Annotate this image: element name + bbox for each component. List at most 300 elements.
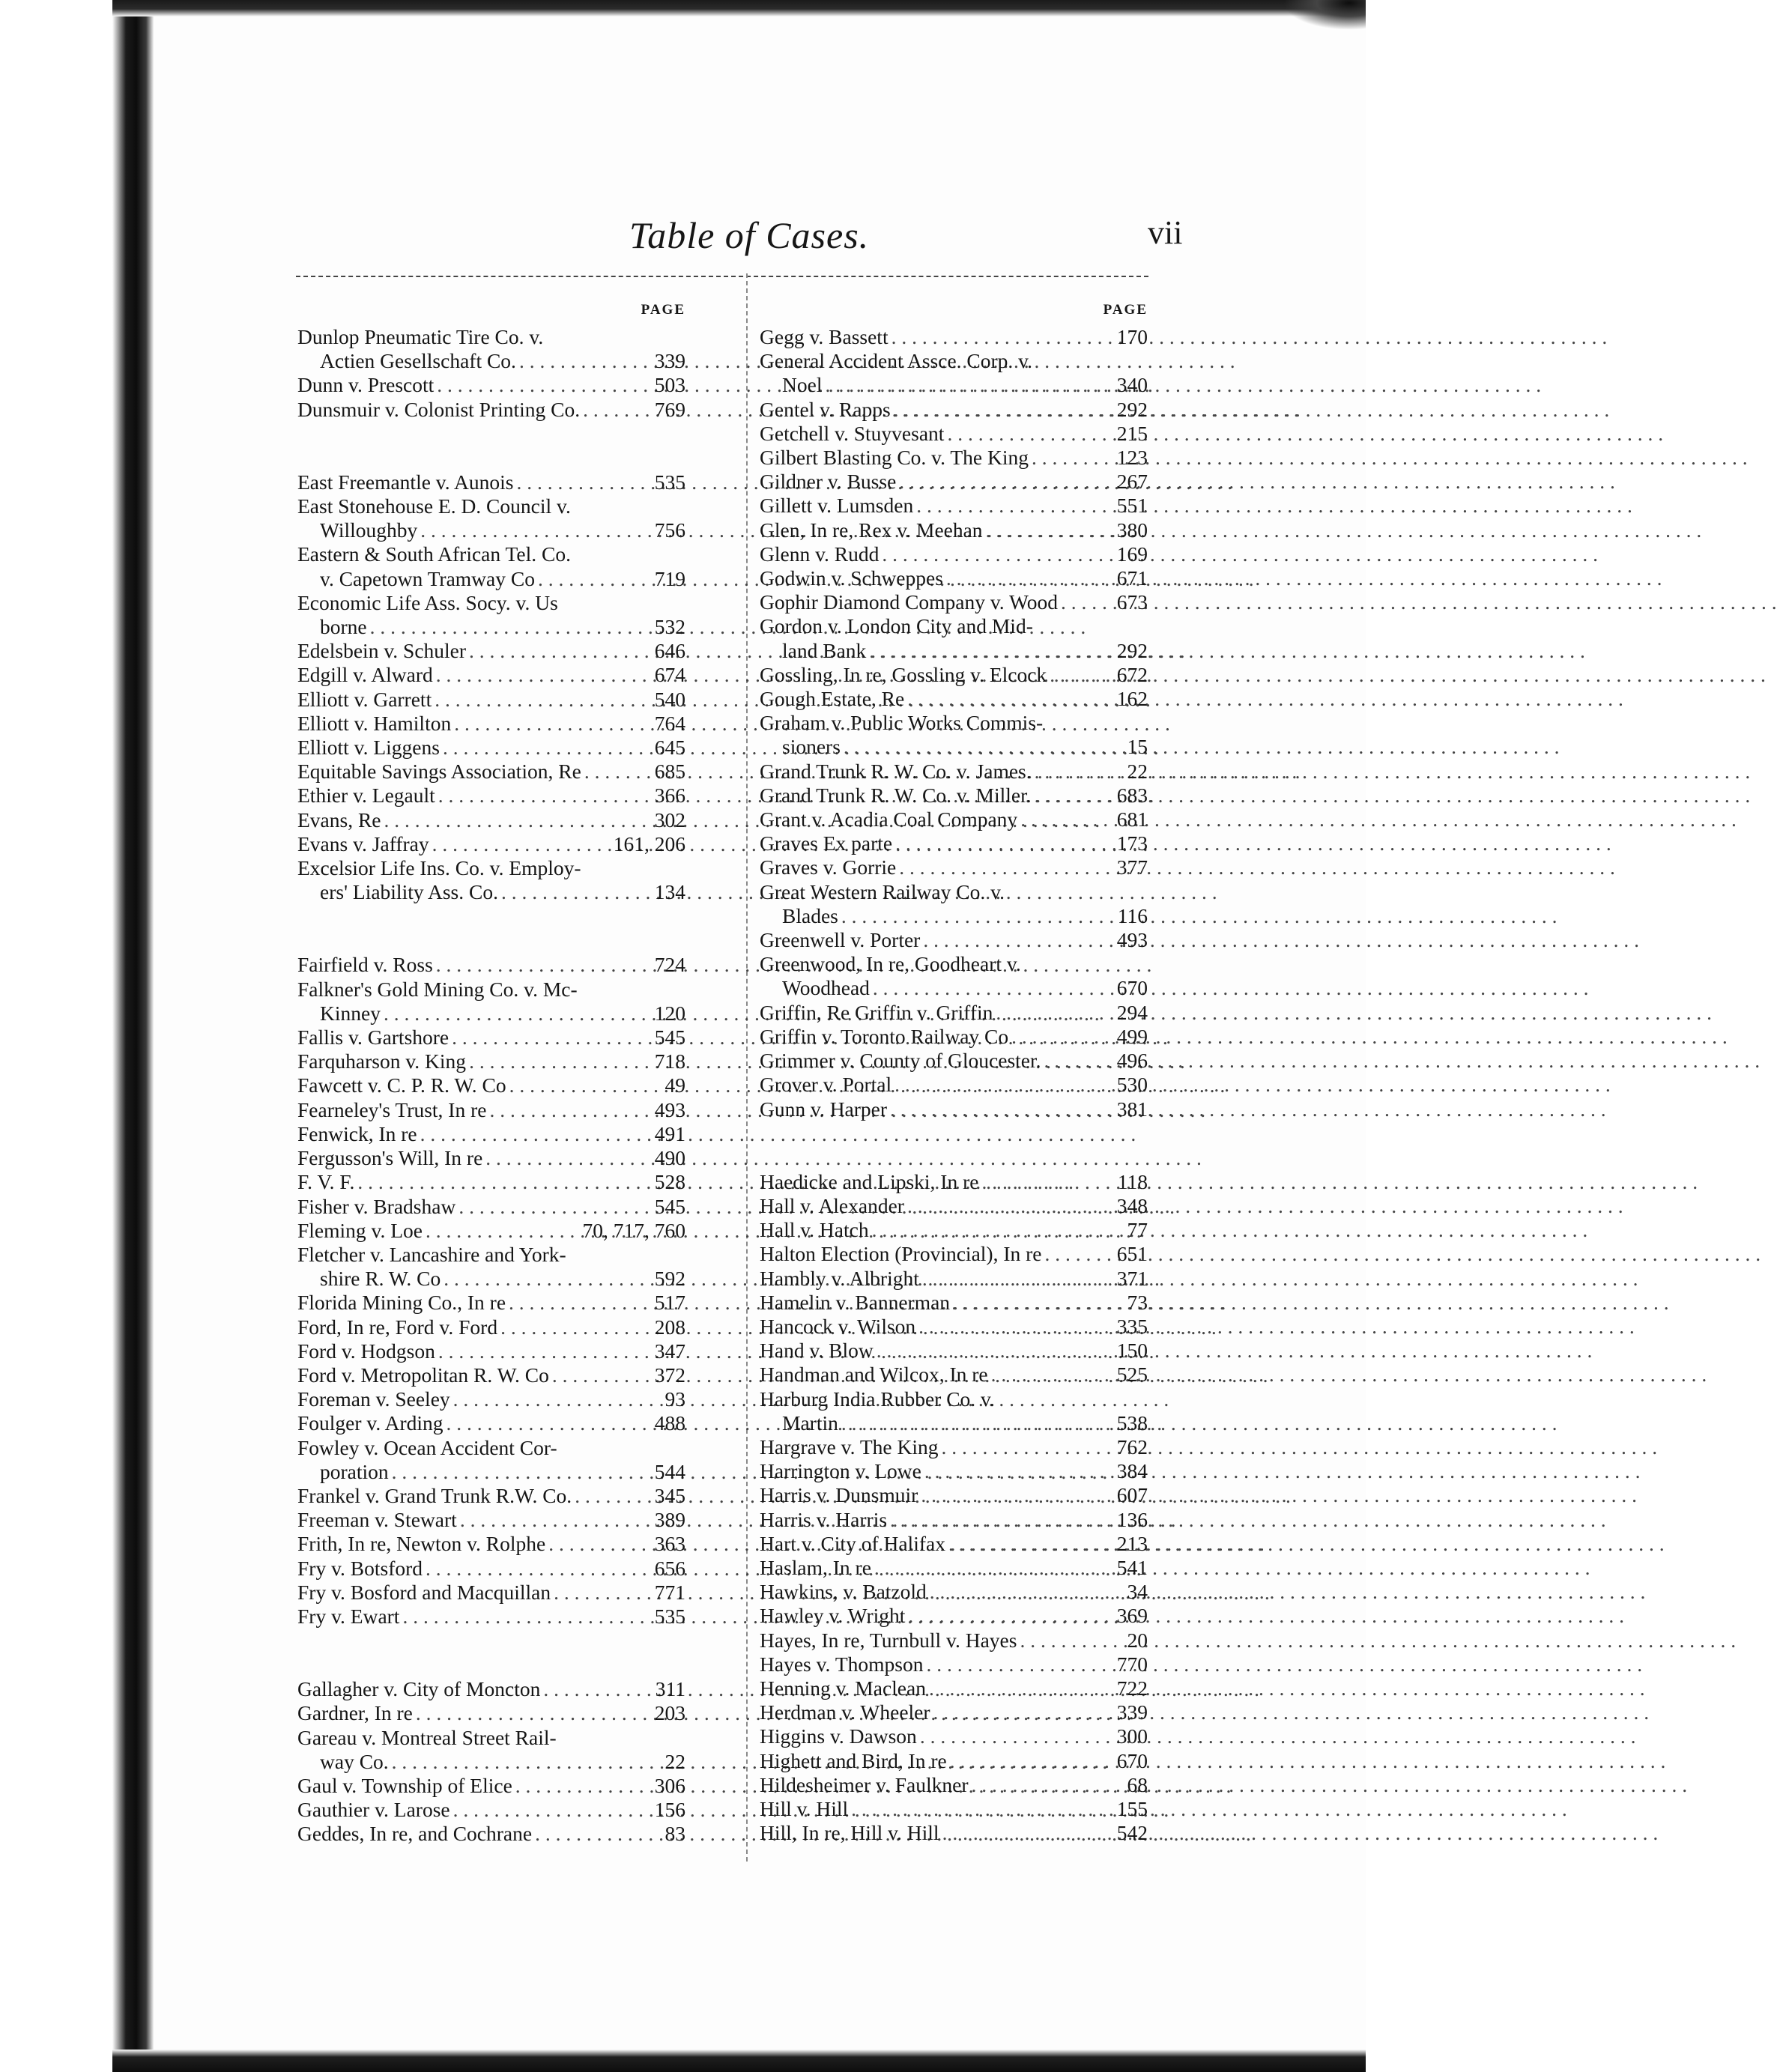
- dot-leader: [920, 1724, 1113, 1748]
- case-name: Ford v. Hodgson: [297, 1339, 435, 1363]
- dot-leader: [426, 1219, 579, 1243]
- dot-leader: [402, 1605, 651, 1629]
- case-name: Fleming v. Loe: [297, 1218, 423, 1242]
- letter-group-gap: [760, 1121, 1148, 1170]
- dot-leader: [986, 518, 1113, 542]
- case-name: Grover v. Portal: [760, 1073, 892, 1097]
- case-name: Gildner v. Busse: [760, 470, 897, 494]
- case-page-number: 345: [654, 1483, 685, 1507]
- case-name: Hall v. Alexander: [760, 1193, 904, 1217]
- dot-leader: [851, 1797, 1113, 1821]
- case-name: Grimmer v. County of Gloucester.: [760, 1049, 1041, 1073]
- case-entry: [760, 784, 1148, 808]
- case-page-number: 645: [654, 736, 685, 760]
- dot-leader: [370, 615, 651, 639]
- case-page-number: 156: [654, 1798, 685, 1822]
- dot-leader: [435, 688, 651, 712]
- dot-leader: [869, 639, 1113, 663]
- case-name: Fenwick, In re: [297, 1121, 417, 1145]
- dot-leader: [841, 904, 1113, 928]
- case-page-number: 93: [665, 1387, 685, 1411]
- case-page-number: 215: [1116, 421, 1148, 445]
- case-page-number: 532: [654, 615, 685, 639]
- case-name: Fallis v. Gartshore: [297, 1026, 449, 1049]
- case-entry: [297, 1195, 685, 1219]
- case-name: Grand Trunk R. W. Co. v. Miller.: [760, 783, 1032, 807]
- case-entry: [297, 494, 685, 542]
- case-name: Gilbert Blasting Co. v. The King: [760, 446, 1029, 470]
- case-name: Fergusson's Will, In re: [297, 1146, 483, 1170]
- dot-leader: [972, 1773, 1114, 1797]
- dot-leader: [453, 1387, 651, 1411]
- header-rule: [296, 276, 1148, 277]
- case-name: Glen, In re, Rex v. Meehan: [760, 518, 983, 542]
- case-page-number: 719: [654, 566, 685, 590]
- case-entry: [297, 542, 685, 590]
- case-page-number: 348: [1116, 1193, 1148, 1217]
- case-name: Fry v. Ewart: [297, 1604, 400, 1628]
- case-entry: [760, 831, 1148, 855]
- case-name: Kinney: [320, 1001, 381, 1025]
- case-entry: [760, 1315, 1148, 1339]
- dot-leader: [420, 518, 651, 542]
- case-name: East Freemantle v. Aunois: [297, 470, 514, 494]
- case-page-number: 389: [654, 1508, 685, 1532]
- case-name: Eastern & South African Tel. Co.: [297, 542, 571, 566]
- case-name: ers' Liability Ass. Co.: [320, 880, 498, 904]
- case-entry: [297, 1798, 685, 1822]
- case-name: Herdman v. Wheeler: [760, 1700, 930, 1724]
- case-name: Highett and Bird, In re: [760, 1748, 947, 1772]
- case-entry: [297, 1701, 685, 1725]
- case-page-number: 22: [1127, 759, 1148, 783]
- case-page-number: 134: [654, 880, 685, 904]
- case-entry: [760, 398, 1148, 422]
- case-name: Dunn v. Prescott: [297, 373, 435, 397]
- dot-leader: [991, 1363, 1113, 1387]
- case-name: Foulger v. Arding: [297, 1411, 444, 1435]
- case-page-number: 542: [1116, 1821, 1148, 1845]
- case-entry: [297, 808, 685, 832]
- case-entry: [297, 1484, 685, 1508]
- dot-leader: [1044, 1049, 1113, 1073]
- case-entry: [297, 663, 685, 687]
- case-page-number: 545: [654, 1026, 685, 1049]
- case-entry: [760, 1242, 1148, 1266]
- case-page-number: 83: [665, 1822, 685, 1846]
- case-name: Falkner's Gold Mining Co. v. Mc-: [297, 977, 578, 1001]
- case-entry: [297, 1315, 685, 1339]
- case-name: Hall v. Hatch: [760, 1218, 869, 1242]
- case-entry: [297, 1726, 685, 1774]
- dot-leader: [392, 1460, 651, 1484]
- dot-leader: [942, 1435, 1113, 1459]
- case-entry: [760, 928, 1148, 952]
- case-name: Gareau v. Montreal Street Rail-: [297, 1725, 557, 1749]
- case-page-number: 15: [1127, 735, 1148, 759]
- case-entry: [760, 1339, 1148, 1363]
- dot-leader: [489, 1098, 651, 1122]
- case-entry: [760, 687, 1148, 711]
- case-page-number: 673: [1116, 590, 1148, 614]
- case-entry: [297, 1146, 685, 1170]
- dot-leader: [872, 1218, 1113, 1242]
- case-page-number: 169: [1116, 542, 1148, 566]
- case-page-number: 493: [1116, 928, 1148, 952]
- case-page-number: 490: [654, 1146, 685, 1170]
- case-page-number: 496: [1116, 1049, 1148, 1073]
- case-entry: [760, 1194, 1148, 1218]
- dot-leader: [458, 1195, 651, 1219]
- case-name: Hamelin v. Bannerman: [760, 1290, 951, 1314]
- case-page-number: 541: [1116, 1555, 1148, 1579]
- case-page-number: 68: [1127, 1772, 1148, 1796]
- case-name: Harrington v. Lowe: [760, 1459, 921, 1483]
- case-name: Harris v. Dunsmuir: [760, 1483, 918, 1507]
- case-entry: [297, 978, 685, 1026]
- case-name: Harris v. Harris: [760, 1507, 888, 1531]
- case-name: Freeman v. Stewart: [297, 1508, 457, 1532]
- case-entry: [297, 1098, 685, 1122]
- case-name: Elliott v. Liggens: [297, 736, 440, 760]
- case-entry: [297, 1243, 685, 1291]
- case-entry: [297, 1677, 685, 1701]
- case-page-number: 535: [654, 1604, 685, 1628]
- dot-leader: [895, 831, 1113, 855]
- dot-leader: [933, 1700, 1113, 1724]
- case-page-number: 670: [1116, 1748, 1148, 1772]
- case-page-number: 491: [654, 1121, 685, 1145]
- dot-leader: [1011, 1025, 1113, 1049]
- dot-leader: [554, 1581, 651, 1605]
- case-entry: [760, 1049, 1148, 1073]
- dot-leader: [432, 832, 611, 856]
- case-entry: [297, 1339, 685, 1363]
- case-name: Fry v. Botsford: [297, 1556, 423, 1580]
- case-name: Hart v. City of Halifax: [760, 1531, 945, 1555]
- page-column-label: PAGE: [641, 302, 685, 318]
- case-page-number: 339: [654, 349, 685, 373]
- dot-leader: [543, 1677, 651, 1701]
- case-entry: [760, 711, 1148, 759]
- case-page-number: 718: [654, 1049, 685, 1073]
- case-name: Hambly v. Albright: [760, 1266, 919, 1290]
- case-entry: [297, 1436, 685, 1484]
- case-entry: [297, 1605, 685, 1629]
- case-page-number: 118: [1117, 1169, 1148, 1193]
- case-page-number: 20: [1127, 1628, 1148, 1652]
- dot-leader: [930, 1580, 1113, 1604]
- case-name: General Accident Assce. Corp. v.: [760, 349, 1033, 373]
- case-page-number: 70, 717, 760: [582, 1218, 685, 1242]
- case-name: Graves Ex parte: [760, 831, 893, 855]
- case-page-number: 544: [654, 1459, 685, 1483]
- case-entry: [760, 1363, 1148, 1387]
- case-page-number: 49: [665, 1073, 685, 1097]
- case-name: Equitable Savings Association, Re: [297, 760, 581, 784]
- dot-leader: [420, 1122, 651, 1146]
- case-page-number: 150: [1116, 1339, 1148, 1363]
- case-page-number: 488: [654, 1411, 685, 1435]
- case-entry: [297, 688, 685, 712]
- case-page-number: 771: [654, 1580, 685, 1604]
- dot-leader: [899, 855, 1113, 879]
- dot-leader: [924, 1459, 1113, 1483]
- case-page-number: 545: [654, 1194, 685, 1218]
- dot-leader: [392, 1750, 651, 1774]
- case-page-number: 292: [1116, 397, 1148, 421]
- case-page-number: 120: [654, 1001, 685, 1025]
- case-name: shire R. W. Co: [320, 1267, 441, 1291]
- case-entry: [760, 1724, 1148, 1748]
- dot-leader: [535, 1822, 651, 1846]
- dot-leader: [384, 1002, 651, 1026]
- case-page-number: 161, 206: [613, 831, 685, 855]
- case-name: sioners: [782, 735, 841, 759]
- case-name: Geddes, In re, and Cochrane: [297, 1822, 533, 1846]
- dot-leader: [500, 1315, 651, 1339]
- case-page-number: 756: [654, 518, 685, 542]
- case-page-number: 369: [1116, 1604, 1148, 1628]
- dot-leader: [426, 1557, 651, 1581]
- case-name: Glenn v. Rudd: [760, 542, 880, 566]
- case-name: Gallagher v. City of Moncton: [297, 1677, 541, 1701]
- dot-leader: [996, 1001, 1113, 1025]
- case-name: Ethier v. Legault: [297, 784, 435, 808]
- case-name: Grant v. Acadia Coal Company: [760, 808, 1018, 831]
- dot-leader: [946, 566, 1113, 590]
- case-page-number: 674: [654, 663, 685, 687]
- case-name: Frith, In re, Newton v. Rolphe: [297, 1532, 546, 1556]
- dot-leader: [452, 1026, 651, 1049]
- case-entry: [297, 832, 685, 856]
- case-page-number: 607: [1116, 1483, 1148, 1507]
- case-entry: [297, 1822, 685, 1846]
- case-page-number: 371: [1116, 1266, 1148, 1290]
- letter-group-gap: [297, 904, 685, 953]
- case-name: Fawcett v. C. P. R. W. Co: [297, 1073, 506, 1097]
- case-entry: [297, 1073, 685, 1097]
- case-page-number: 551: [1116, 494, 1148, 518]
- case-entry: [760, 566, 1148, 590]
- case-name: way Co.: [320, 1749, 389, 1773]
- case-entry: [760, 470, 1148, 494]
- case-page-number: 363: [654, 1532, 685, 1556]
- case-page-number: 73: [1127, 1290, 1148, 1314]
- dot-leader: [907, 687, 1113, 711]
- case-page-number: 540: [654, 687, 685, 711]
- case-name: Gauthier v. Larose: [297, 1798, 450, 1822]
- case-name: Ford, In re, Ford v. Ford: [297, 1315, 498, 1339]
- case-name: Greenwell v. Porter: [760, 928, 921, 952]
- case-page-number: 339: [1116, 1700, 1148, 1724]
- dot-leader: [437, 373, 651, 397]
- dot-leader: [575, 1484, 651, 1508]
- dot-leader: [460, 1508, 651, 1532]
- dot-leader: [891, 325, 1113, 349]
- case-name: Gardner, In re: [297, 1701, 413, 1725]
- case-entry: [297, 1291, 685, 1315]
- case-entry: [760, 1700, 1148, 1724]
- case-page-number: 335: [1116, 1314, 1148, 1338]
- case-page-number: 685: [654, 760, 685, 784]
- case-page-number: 203: [654, 1701, 685, 1725]
- case-name: v. Capetown Tramway Co: [320, 566, 535, 590]
- case-name: East Stonehouse E. D. Council v.: [297, 494, 571, 518]
- case-page-number: 764: [654, 711, 685, 735]
- case-entry: [760, 952, 1148, 1000]
- case-entry: [297, 1411, 685, 1435]
- case-entry: [760, 1604, 1148, 1628]
- case-page-number: 162: [1116, 687, 1148, 711]
- dot-leader: [384, 808, 651, 832]
- dot-leader: [438, 1339, 651, 1363]
- case-name: Hargrave v. The King: [760, 1435, 939, 1458]
- case-entry: [760, 663, 1148, 687]
- dot-leader: [922, 1267, 1113, 1291]
- dot-leader: [501, 880, 651, 904]
- dot-leader: [923, 928, 1113, 952]
- dot-leader: [908, 1604, 1113, 1628]
- case-name: Harburg India Rubber Co. v.: [760, 1387, 995, 1411]
- case-entry: [760, 1508, 1148, 1532]
- case-page-number: 656: [654, 1556, 685, 1580]
- case-entry: [760, 1267, 1148, 1291]
- dot-leader: [516, 470, 651, 494]
- dot-leader: [1061, 590, 1113, 614]
- dot-leader: [1044, 1242, 1113, 1266]
- case-entry: [760, 1097, 1148, 1121]
- dot-leader: [469, 639, 651, 663]
- dot-leader: [548, 1532, 651, 1556]
- case-page-number: 592: [654, 1267, 685, 1291]
- dot-leader: [877, 1339, 1113, 1363]
- case-page-number: 671: [1116, 566, 1148, 590]
- page-title: Table of Cases.: [629, 214, 870, 256]
- case-name: Fowley v. Ocean Accident Cor-: [297, 1435, 557, 1459]
- case-entry: [760, 1170, 1148, 1194]
- case-entry: [297, 373, 685, 397]
- case-page-number: 770: [1116, 1652, 1148, 1676]
- case-name: Actien Gesellschaft Co.: [320, 349, 516, 373]
- case-page-number: 136: [1116, 1507, 1148, 1531]
- case-entry: [760, 614, 1148, 662]
- case-name: Hill, In re, Hill v. Hill: [760, 1821, 939, 1845]
- case-entry: [760, 1483, 1148, 1507]
- dot-leader: [844, 735, 1113, 759]
- case-name: Elliott v. Garrett: [297, 687, 432, 711]
- case-name: Fletcher v. Lancashire and York-: [297, 1242, 566, 1266]
- case-name: Handman and Wilcox, In re: [760, 1363, 988, 1387]
- scan-edge-top: [112, 0, 1366, 16]
- dot-leader: [899, 470, 1113, 494]
- case-name: Fry v. Bosford and Macquillan: [297, 1580, 551, 1604]
- case-name: Gough Estate, Re: [760, 687, 905, 711]
- scan-edge-bottom: [112, 2050, 1366, 2072]
- dot-leader: [918, 1315, 1113, 1339]
- case-name: Hand v. Blow: [760, 1339, 874, 1363]
- case-entry: [760, 1291, 1148, 1315]
- case-name: Gentel v. Rapps: [760, 397, 891, 421]
- dot-leader: [841, 1411, 1113, 1435]
- case-name: Noel: [782, 373, 823, 397]
- case-entry: [760, 1001, 1148, 1025]
- dot-leader: [584, 760, 651, 784]
- case-name: Henning v. Maclean: [760, 1676, 926, 1700]
- case-entry: [297, 591, 685, 639]
- case-name: Economic Life Ass. Socy. v. Us: [297, 590, 558, 614]
- case-name: Woodhead: [782, 976, 870, 1000]
- case-page-number: 311: [655, 1677, 685, 1701]
- case-entry: [297, 1508, 685, 1532]
- case-name: Hildesheimer v. Faulkner: [760, 1772, 969, 1796]
- dot-leader: [515, 1774, 651, 1798]
- dot-leader: [825, 373, 1113, 397]
- dot-leader: [916, 494, 1113, 518]
- dot-leader: [509, 1291, 651, 1315]
- case-entry: [297, 325, 685, 373]
- case-name: Higgins v. Dawson: [760, 1724, 917, 1748]
- case-name: Fearneley's Trust, In re: [297, 1097, 487, 1121]
- case-name: Excelsior Life Ins. Co. v. Employ-: [297, 856, 581, 880]
- dot-leader: [443, 736, 651, 760]
- dot-leader: [1032, 446, 1113, 470]
- case-name: Hayes, In re, Turnbull v. Hayes: [760, 1628, 1017, 1652]
- case-entry: [297, 1581, 685, 1605]
- corner-smudge: [1283, 0, 1366, 30]
- case-page-number: 208: [654, 1315, 685, 1339]
- case-name: Edgill v. Alward: [297, 663, 433, 687]
- dot-leader: [950, 1749, 1113, 1773]
- case-entry: [760, 1821, 1148, 1845]
- case-page-number: 722: [1116, 1676, 1148, 1700]
- case-page-number: 170: [1116, 325, 1148, 348]
- case-name: Farquharson v. King: [297, 1049, 467, 1073]
- dot-leader: [874, 1556, 1113, 1580]
- dot-leader: [882, 542, 1113, 566]
- case-page-number: 503: [654, 373, 685, 397]
- case-name: Griffin v. Toronto Railway Co: [760, 1024, 1009, 1048]
- case-name: Haslam, In re: [760, 1555, 871, 1579]
- case-page-number: 724: [654, 953, 685, 977]
- case-entry: [297, 1026, 685, 1049]
- case-entry: [760, 422, 1148, 446]
- case-page-number: 651: [1116, 1242, 1148, 1266]
- case-page-number: 769: [654, 397, 685, 421]
- right-column: [760, 300, 1148, 1845]
- letter-group-gap: [297, 422, 685, 470]
- case-name: borne: [320, 615, 367, 639]
- dot-leader: [1035, 784, 1113, 808]
- dot-leader: [953, 1291, 1113, 1315]
- dot-leader: [552, 1363, 651, 1387]
- case-page-number: 302: [654, 808, 685, 831]
- dot-leader: [454, 712, 651, 736]
- case-page-number: 294: [1116, 1000, 1148, 1024]
- case-page-number: 499: [1116, 1024, 1148, 1048]
- case-name: Evans, Re: [297, 808, 381, 831]
- case-entry: [297, 1774, 685, 1798]
- case-entry: [760, 1459, 1148, 1483]
- case-name: Grand Trunk R. W. Co. v. James.: [760, 759, 1032, 783]
- case-entry: [760, 325, 1148, 349]
- case-entry: [760, 1580, 1148, 1604]
- case-entry: [297, 1049, 685, 1073]
- case-name: Gaul v. Township of Elice: [297, 1773, 512, 1797]
- dot-leader: [1035, 760, 1113, 784]
- case-page-number: 530: [1116, 1073, 1148, 1097]
- case-entry: [760, 1073, 1148, 1097]
